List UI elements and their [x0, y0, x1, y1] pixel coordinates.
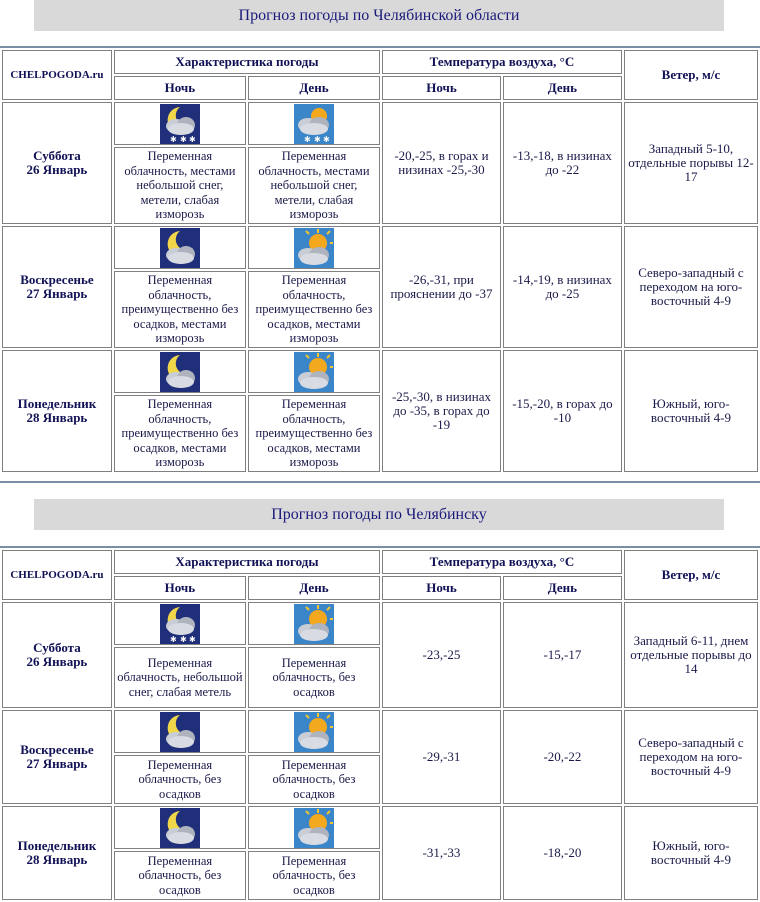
wind: Южный, юго-восточный 4-9 [624, 806, 758, 900]
header-wind: Ветер, м/с [624, 50, 758, 100]
section-divider [0, 481, 760, 483]
city-forecast-title: Прогноз погоды по Челябинску [34, 499, 724, 530]
table-row [2, 226, 758, 269]
header-day: День [248, 576, 380, 600]
day-sun-cloud-icon [294, 228, 334, 268]
night-description: Переменная облачность, преимущественно без осадков, местами изморозь [114, 395, 246, 472]
header-day: День [248, 76, 380, 100]
svg-text:✱: ✱ [169, 134, 177, 144]
svg-text:✱: ✱ [169, 634, 177, 644]
night-cloud-snow-icon [160, 604, 200, 644]
svg-text:✱: ✱ [303, 134, 311, 144]
day-description: Переменная облачность, без осадков [248, 755, 380, 804]
date-label: 26 Январь [26, 654, 88, 669]
day-icon-cell [248, 226, 380, 269]
temp-night: -20,-25, в горах и низинах -25,-30 [382, 102, 501, 224]
night-icon-cell [114, 102, 246, 145]
date-label: 26 Январь [26, 162, 88, 177]
date-label: 28 Январь [26, 410, 88, 425]
temp-day: -13,-18, в низинах до -22 [503, 102, 622, 224]
wind: Западный 6-11, днем отдельные порывы до 14 [624, 602, 758, 708]
table-row [2, 806, 758, 849]
temp-day: -20,-22 [503, 710, 622, 804]
day-cloud-snow-icon [294, 104, 334, 144]
day-icon-cell [248, 602, 380, 645]
night-cloud-icon [160, 712, 200, 752]
temp-night: -31,-33 [382, 806, 501, 900]
temp-night: -23,-25 [382, 602, 501, 708]
svg-text:✱: ✱ [179, 134, 187, 144]
svg-text:✱: ✱ [188, 134, 196, 144]
date-label: 27 Январь [26, 756, 88, 771]
header-temp-night: Ночь [382, 76, 501, 100]
header-characteristic: Характеристика погоды [114, 550, 380, 574]
header-temp-day: День [503, 76, 622, 100]
night-description: Переменная облачность, небольшой снег, слабая метель [114, 647, 246, 708]
svg-text:✱: ✱ [322, 134, 330, 144]
day-icon-cell [248, 710, 380, 753]
table-row [2, 102, 758, 145]
day-label [2, 226, 112, 348]
night-icon-cell [114, 350, 246, 393]
temp-night: -29,-31 [382, 710, 501, 804]
day-label [2, 350, 112, 472]
table-row [2, 710, 758, 753]
brand-link[interactable]: CHELPOGODA.ru [2, 50, 112, 100]
night-description: Переменная облачность, без осадков [114, 851, 246, 900]
day-sun-cloud-icon [294, 808, 334, 848]
svg-text:✱: ✱ [188, 634, 196, 644]
region-forecast-title: Прогноз погоды по Челябинской области [34, 0, 724, 31]
day-description: Переменная облачность, без осадков [248, 647, 380, 708]
wind: Северо-западный с переходом на юго-восточный 4-9 [624, 710, 758, 804]
night-description: Переменная облачность, без осадков [114, 755, 246, 804]
header-night: Ночь [114, 76, 246, 100]
temp-night: -25,-30, в низинах до -35, в горах до -19 [382, 350, 501, 472]
header-characteristic: Характеристика погоды [114, 50, 380, 74]
weekday-label: Суббота [33, 640, 81, 655]
header-night: Ночь [114, 576, 246, 600]
temp-night: -26,-31, при прояснении до -37 [382, 226, 501, 348]
date-label: 28 Январь [26, 852, 88, 867]
weekday-label: Понедельник [17, 396, 97, 411]
night-cloud-icon [160, 808, 200, 848]
wind: Западный 5-10, отдельные порывы 12-17 [624, 102, 758, 224]
night-cloud-icon [160, 352, 200, 392]
day-sun-cloud-icon [294, 712, 334, 752]
day-label [2, 602, 112, 708]
weekday-label: Понедельник [17, 838, 97, 853]
night-icon-cell [114, 806, 246, 849]
day-icon-cell [248, 806, 380, 849]
temp-day: -14,-19, в низинах до -25 [503, 226, 622, 348]
table-row [2, 602, 758, 645]
svg-text:✱: ✱ [179, 634, 187, 644]
header-temperature: Температура воздуха, °С [382, 50, 622, 74]
wind: Южный, юго-восточный 4-9 [624, 350, 758, 472]
wind: Северо-западный с переходом на юго-восточный 4-9 [624, 226, 758, 348]
night-icon-cell [114, 226, 246, 269]
region-forecast-table [0, 46, 760, 474]
header-temp-day: День [503, 576, 622, 600]
temp-day: -15,-17 [503, 602, 622, 708]
day-label [2, 710, 112, 804]
svg-text:✱: ✱ [313, 134, 321, 144]
night-icon-cell [114, 710, 246, 753]
header-temp-night: Ночь [382, 576, 501, 600]
day-description: Переменная облачность, без осадков [248, 851, 380, 900]
night-cloud-icon [160, 228, 200, 268]
night-description: Переменная облачность, местами небольшой снег, метели, слабая изморозь [114, 147, 246, 224]
city-forecast-table [0, 546, 760, 902]
day-sun-cloud-icon [294, 604, 334, 644]
weekday-label: Воскресенье [20, 742, 94, 757]
table-row [2, 350, 758, 393]
header-wind: Ветер, м/с [624, 550, 758, 600]
night-cloud-snow-icon [160, 104, 200, 144]
night-icon-cell [114, 602, 246, 645]
date-label: 27 Январь [26, 286, 88, 301]
temp-day: -18,-20 [503, 806, 622, 900]
day-icon-cell [248, 350, 380, 393]
day-description: Переменная облачность, местами небольшой снег, метели, слабая изморозь [248, 147, 380, 224]
day-description: Переменная облачность, преимущественно без осадков, местами изморозь [248, 395, 380, 472]
day-label [2, 102, 112, 224]
day-sun-cloud-icon [294, 352, 334, 392]
weekday-label: Воскресенье [20, 272, 94, 287]
day-description: Переменная облачность, преимущественно без осадков, местами изморозь [248, 271, 380, 348]
temp-day: -15,-20, в горах до -10 [503, 350, 622, 472]
day-icon-cell [248, 102, 380, 145]
night-description: Переменная облачность, преимущественно без осадков, местами изморозь [114, 271, 246, 348]
brand-link[interactable]: CHELPOGODA.ru [2, 550, 112, 600]
weekday-label: Суббота [33, 148, 81, 163]
header-temperature: Температура воздуха, °С [382, 550, 622, 574]
day-label [2, 806, 112, 900]
